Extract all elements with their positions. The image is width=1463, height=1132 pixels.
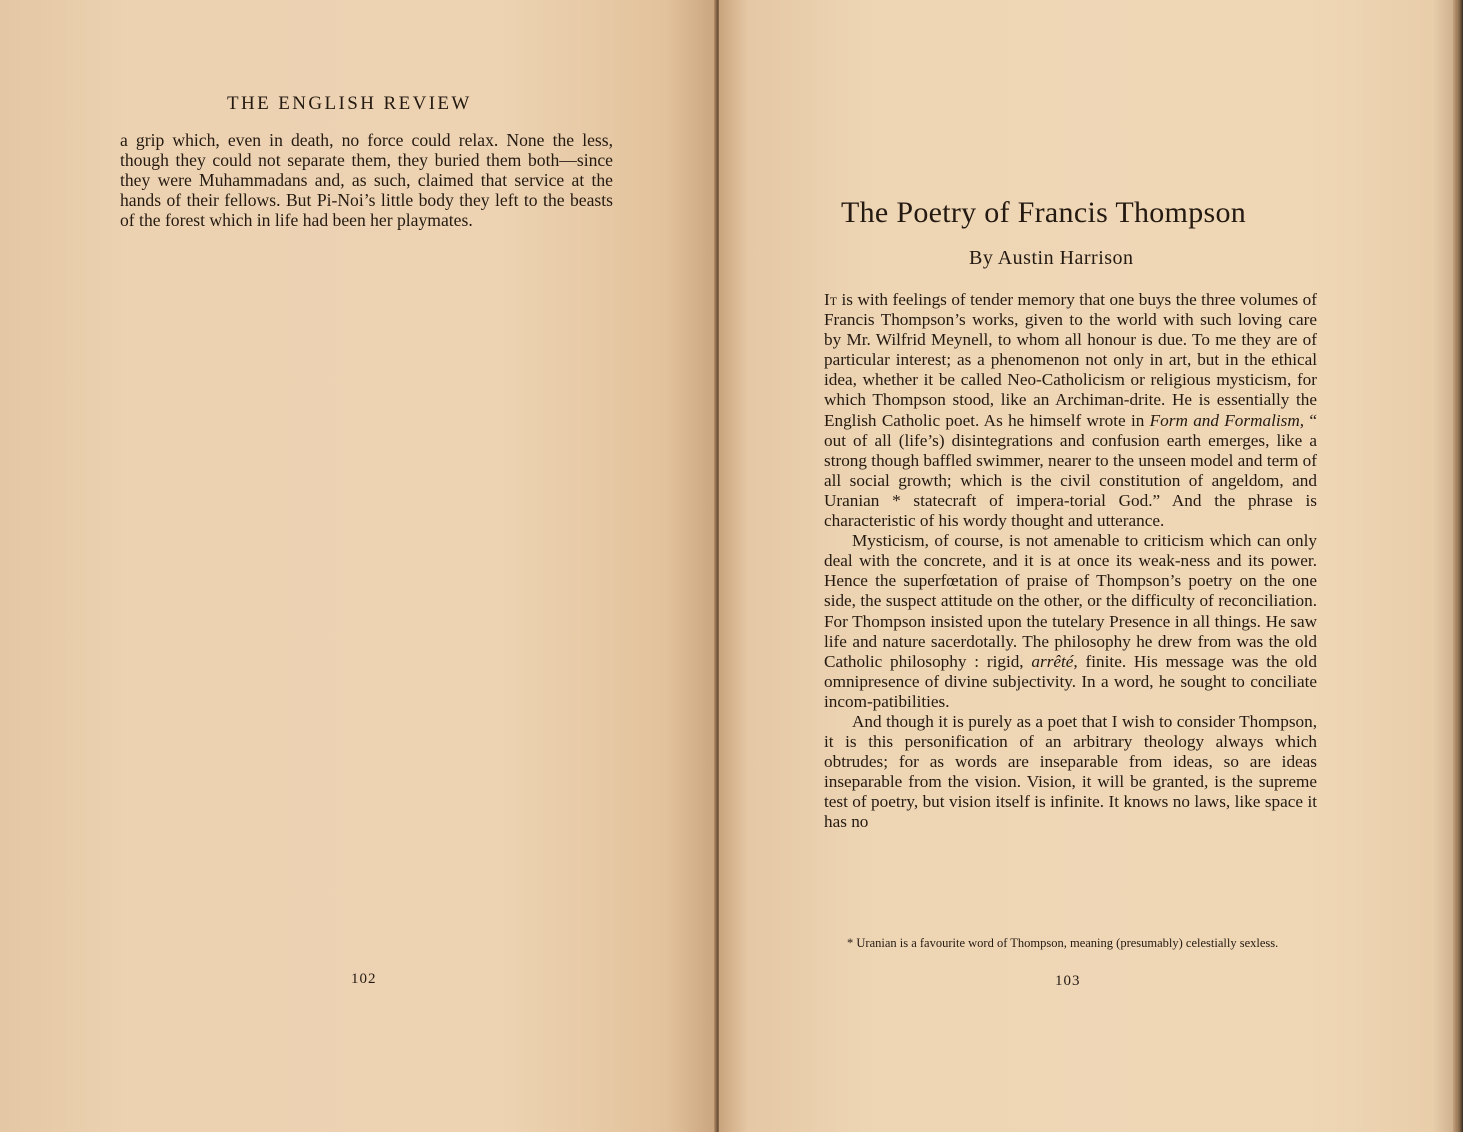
byline: By Austin Harrison (969, 247, 1134, 269)
running-head: THE ENGLISH REVIEW (227, 93, 472, 114)
drop-word: It (824, 290, 838, 309)
paragraph-2-part-a: Mysticism, of course, is not amenable to criticism which can only deal with the concrete, and it is at once its weak-ness and its power. Hence the superfœtation of praise of Thompson’s poetry on the one side, the suspect attitude on the other, or the difficulty of reconciliation. For Thompson insisted upon the tutelary Presence in all things. He saw life and nature sacerdotally. The philosophy he drew from was the old Catholic philosophy : rigid, (824, 531, 1317, 671)
page-number-right: 103 (1055, 973, 1081, 989)
left-text-block (120, 131, 613, 231)
page-number-left: 102 (351, 971, 377, 987)
fore-edge (1453, 0, 1463, 1132)
footnote-text: * Uranian is a favourite word of Thompson, meaning (presumably) celestially sexless. (847, 936, 1279, 950)
paragraph-2-part-b: finite. His message was the old omnipresence of divine subjectivity. In a word, he sought to conciliate incom-patibilities. (824, 651, 1317, 711)
paragraph-1 (824, 290, 1317, 531)
article-body (824, 290, 1317, 833)
paragraph-1-part-b: “ out of all (life’s) disintegrations and confusion earth emerges, like a strong though baffled swimmer, nearer to the unseen model and term of all social growth; which is the civil constitution of angeldom, and Uranian * statecraft of impera-torial God.” And the phrase is characteristic of his wordy thought and utterance. (824, 410, 1317, 531)
paragraph-1-part-a: is with feelings of tender memory that one buys the three volumes of Francis Thompson’s works, given to the world with such loving care by Mr. Wilfrid Meynell, to whom all honour is due. To me they are of particular interest; as a phenomenon not only in art, but in the ethical idea, whether it be called Neo-Catholicism or religious mysticism, for which Thompson stood, like an Archiman-drite. He is essentially the English Catholic poet. As he himself wrote in (824, 290, 1317, 430)
italic-word-arrete: arrêté, (1031, 651, 1078, 671)
left-paragraph: a grip which, even in death, no force could relax. None the less, though they could not separate them, they buried them both—since they were Muhammadans and, as such, claimed that service at the hands of their fellows. But Pi-Noi’s little body they left to the beasts of the forest which in life had been her playmates. (120, 130, 613, 230)
italic-title-reference: Form and Formalism, (1149, 410, 1305, 430)
article-title: The Poetry of Francis Thompson (841, 196, 1247, 229)
paragraph-3: And though it is purely as a poet that I wish to consider Thompson, it is this personification of an arbitrary theology always which obtrudes; for as words are inseparable from ideas, so are ideas inseparable from the vision. Vision, it will be granted, is the supreme test of poetry, but vision itself is infinite. It knows no laws, like space it has no (824, 711, 1317, 832)
left-page (0, 0, 716, 1132)
page-edge-shadow (1433, 0, 1453, 1132)
right-page (719, 0, 1453, 1132)
paragraph-2 (824, 531, 1317, 712)
footnote (821, 936, 1315, 951)
